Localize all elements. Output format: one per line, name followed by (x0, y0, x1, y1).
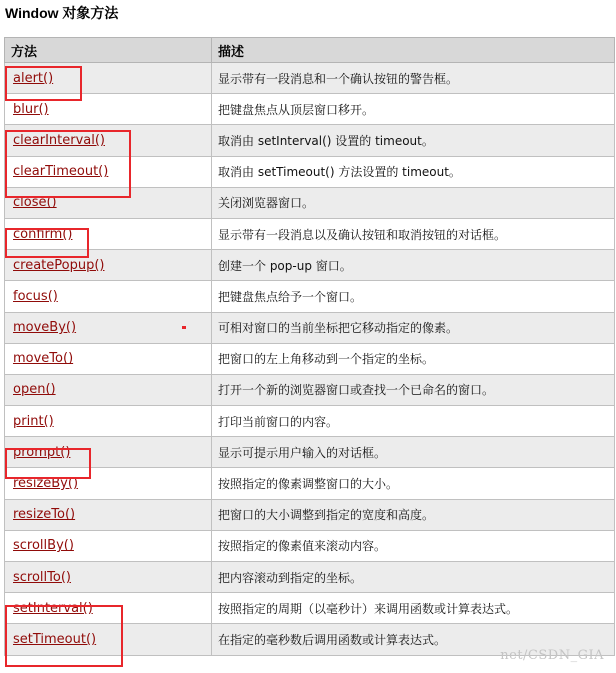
method-link-focus[interactable]: focus() (13, 288, 58, 304)
method-link-settimeout[interactable]: setTimeout() (13, 631, 97, 647)
table-row (5, 468, 615, 499)
table-row (5, 406, 615, 437)
table-row (5, 63, 615, 94)
method-description: 把窗口的左上角移动到一个指定的坐标。 (218, 352, 435, 367)
method-link-moveby[interactable]: moveBy() (13, 320, 77, 336)
table-row (5, 156, 615, 187)
table-row (5, 437, 615, 468)
table-row (5, 499, 615, 530)
table-row (5, 530, 615, 561)
method-description: 把键盘焦点给予一个窗口。 (218, 289, 363, 304)
table-row (5, 312, 615, 343)
method-link-confirm[interactable]: confirm() (13, 226, 73, 242)
table-row (5, 281, 615, 312)
method-link-close[interactable]: close() (13, 195, 57, 211)
method-description: 把内容滚动到指定的坐标。 (218, 570, 363, 585)
method-description: 创建一个 pop-up 窗口。 (218, 258, 352, 273)
method-description: 按照指定的像素调整窗口的大小。 (218, 477, 399, 492)
method-description: 打开一个新的浏览器窗口或查找一个已命名的窗口。 (218, 383, 495, 398)
table-row (5, 125, 615, 156)
method-description: 取消由 setInterval() 设置的 timeout。 (218, 133, 434, 148)
method-link-moveto[interactable]: moveTo() (13, 351, 74, 367)
watermark: net/CSDN_GIA (500, 648, 604, 663)
page-title: Window 对象方法 (5, 5, 119, 21)
method-description: 把窗口的大小调整到指定的宽度和高度。 (218, 508, 435, 523)
method-description: 显示带有一段消息以及确认按钮和取消按钮的对话框。 (218, 227, 507, 242)
column-header-method: 方法 (5, 38, 212, 63)
method-link-setinterval[interactable]: setInterval() (13, 600, 93, 616)
method-description: 关闭浏览器窗口。 (218, 196, 315, 211)
method-link-open[interactable]: open() (13, 382, 56, 398)
method-link-scrollby[interactable]: scrollBy() (13, 538, 74, 554)
method-link-cleartimeout[interactable]: clearTimeout() (13, 164, 109, 180)
table-row (5, 343, 615, 374)
red-mark (182, 326, 186, 329)
method-description: 可相对窗口的当前坐标把它移动指定的像素。 (218, 321, 459, 336)
method-link-print[interactable]: print() (13, 413, 54, 429)
method-description: 按照指定的周期（以毫秒计）来调用函数或计算表达式。 (218, 601, 519, 616)
method-link-prompt[interactable]: prompt() (13, 444, 71, 460)
table-row (5, 374, 615, 405)
method-description: 显示可提示用户输入的对话框。 (218, 445, 387, 460)
method-link-clearinterval[interactable]: clearInterval() (13, 132, 105, 148)
table-header-row (5, 38, 615, 63)
method-link-resizeby[interactable]: resizeBy() (13, 476, 79, 492)
method-description: 在指定的毫秒数后调用函数或计算表达式。 (218, 632, 447, 647)
table-row (5, 94, 615, 125)
method-description: 打印当前窗口的内容。 (218, 414, 339, 429)
table-row (5, 187, 615, 218)
methods-table (4, 37, 615, 656)
method-description: 显示带有一段消息和一个确认按钮的警告框。 (218, 71, 459, 86)
method-description: 按照指定的像素值来滚动内容。 (218, 539, 387, 554)
method-link-resizeto[interactable]: resizeTo() (13, 507, 76, 523)
method-link-createpopup[interactable]: createPopup() (13, 257, 105, 273)
column-header-description: 描述 (212, 38, 615, 63)
table-row (5, 250, 615, 281)
table-row (5, 593, 615, 624)
method-description: 把键盘焦点从顶层窗口移开。 (218, 102, 375, 117)
method-link-alert[interactable]: alert() (13, 70, 54, 86)
method-description: 取消由 setTimeout() 方法设置的 timeout。 (218, 165, 461, 180)
table-row (5, 562, 615, 593)
method-link-scrollto[interactable]: scrollTo() (13, 569, 71, 585)
table-row (5, 218, 615, 249)
method-link-blur[interactable]: blur() (13, 101, 49, 117)
